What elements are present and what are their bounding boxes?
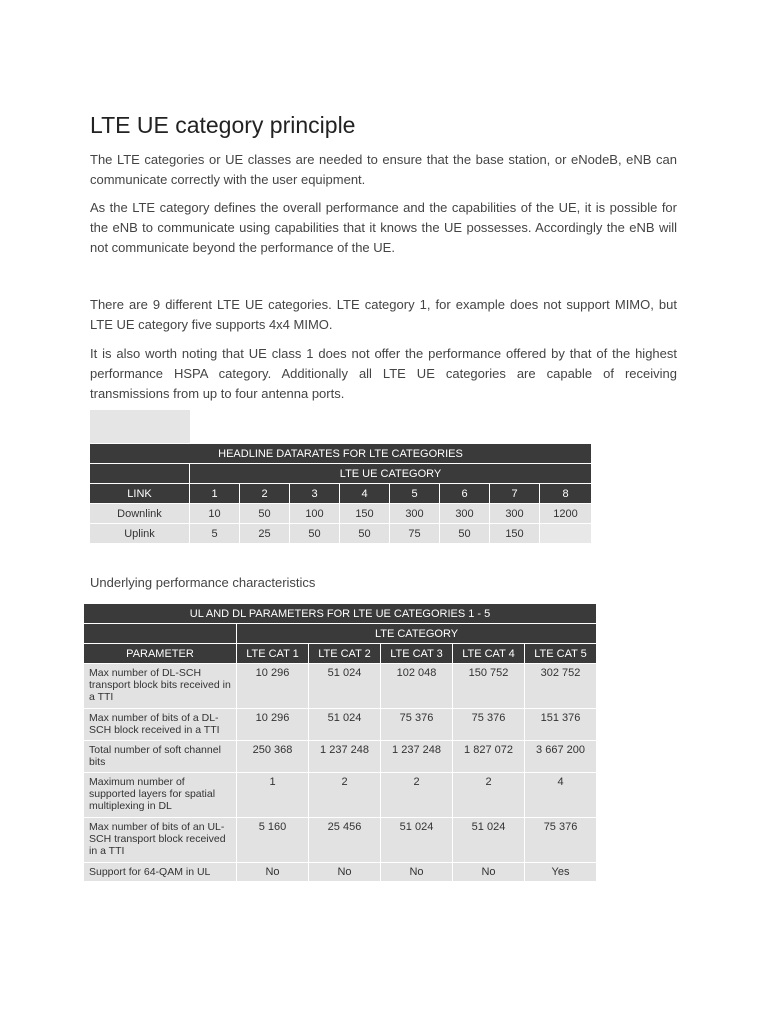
table-cell: 1	[237, 773, 309, 818]
table-cell: 150 752	[453, 664, 525, 709]
table-cell: Yes	[525, 863, 597, 882]
table-cell: 300	[490, 504, 540, 524]
table-cell: 10 296	[237, 664, 309, 709]
table-row	[84, 863, 597, 882]
page-title: LTE UE category principle	[90, 112, 356, 138]
table-row	[84, 709, 597, 741]
table-cell: 3 667 200	[525, 741, 597, 773]
table-cell: 250 368	[237, 741, 309, 773]
table-cell: 1 237 248	[309, 741, 381, 773]
category-header: 6	[440, 484, 490, 504]
table-cell: 10	[190, 504, 240, 524]
table-row	[84, 773, 597, 818]
table-cell: 25 456	[309, 818, 381, 863]
table-cell: 51 024	[453, 818, 525, 863]
category-header: 4	[340, 484, 390, 504]
category-header: 2	[240, 484, 290, 504]
parameter-cell: Max number of DL-SCH transport block bits received in a TTI	[84, 664, 237, 709]
parameter-cell: Max number of bits of an UL-SCH transport block received in a TTI	[84, 818, 237, 863]
table-row	[84, 741, 597, 773]
table-cell: 4	[525, 773, 597, 818]
row-label: Uplink	[90, 524, 190, 544]
table-title: UL AND DL PARAMETERS FOR LTE UE CATEGORIES 1 - 5	[84, 604, 597, 624]
table-cell: 300	[440, 504, 490, 524]
parameter-cell: Max number of bits of a DL-SCH block received in a TTI	[84, 709, 237, 741]
row-label: Downlink	[90, 504, 190, 524]
paragraph-hspa-note: It is also worth noting that UE class 1 does not offer the performance offered by that of the highest performance HSPA category. Additionally all LTE UE categories are capable of receiving transmissions from up to four antenna ports.	[90, 346, 677, 401]
table-cell: 50	[440, 524, 490, 544]
table-cell: 5 160	[237, 818, 309, 863]
category-header: LTE CAT 1	[237, 644, 309, 664]
table-cell: 25	[240, 524, 290, 544]
table-cell: 50	[340, 524, 390, 544]
table-cell: 5	[190, 524, 240, 544]
table-cell: 300	[390, 504, 440, 524]
category-header: 8	[540, 484, 592, 504]
table-cell: 51 024	[309, 709, 381, 741]
table-cell: 2	[309, 773, 381, 818]
parameter-header: PARAMETER	[84, 644, 237, 664]
table-cell: 150	[490, 524, 540, 544]
section-subheading: Underlying performance characteristics	[90, 575, 316, 590]
table-cell: 100	[290, 504, 340, 524]
table-cell: 50	[290, 524, 340, 544]
category-header: LTE CAT 2	[309, 644, 381, 664]
ul-dl-parameters-table	[83, 603, 597, 882]
table-row	[84, 818, 597, 863]
paragraph-capabilities: As the LTE category defines the overall performance and the capabilities of the UE, it is possible for the eNB to communicate using capabilities that it knows the UE possesses. Accordingly the eNB will not communicate beyond the performance of the UE.	[90, 200, 677, 255]
table-cell: 2	[381, 773, 453, 818]
table-cell: 75	[390, 524, 440, 544]
table-cell: 50	[240, 504, 290, 524]
table-group-header-row	[84, 624, 597, 644]
category-header: LTE CAT 5	[525, 644, 597, 664]
paragraph-categories-count: There are 9 different LTE UE categories. LTE category 1, for example does not support MIMO, but LTE UE category five supports 4x4 MIMO.	[90, 297, 677, 332]
link-header: LINK	[90, 484, 190, 504]
table-row	[84, 664, 597, 709]
table-header-row	[90, 484, 592, 504]
group-header: LTE UE CATEGORY	[190, 464, 592, 484]
group-header: LTE CATEGORY	[237, 624, 597, 644]
table-cell: No	[309, 863, 381, 882]
table-header-row	[84, 644, 597, 664]
parameter-cell: Support for 64-QAM in UL	[84, 863, 237, 882]
table-row	[90, 504, 592, 524]
placeholder-block	[90, 410, 190, 443]
paragraph-intro: The LTE categories or UE classes are needed to ensure that the base station, or eNodeB, eNB can communicate correctly with the user equipment.	[90, 152, 677, 187]
table-cell: 75 376	[381, 709, 453, 741]
table-cell: 10 296	[237, 709, 309, 741]
table-cell: 1 827 072	[453, 741, 525, 773]
headline-datarates-table	[89, 443, 592, 544]
table-cell: 51 024	[309, 664, 381, 709]
parameter-cell: Total number of soft channel bits	[84, 741, 237, 773]
table-cell	[540, 524, 592, 544]
table-cell: No	[381, 863, 453, 882]
empty-header-cell	[90, 464, 190, 484]
table-cell: 1 237 248	[381, 741, 453, 773]
table-cell: 1200	[540, 504, 592, 524]
table-cell: 2	[453, 773, 525, 818]
empty-header-cell	[84, 624, 237, 644]
table-cell: 51 024	[381, 818, 453, 863]
table-title-row	[90, 444, 592, 464]
table-title: HEADLINE DATARATES FOR LTE CATEGORIES	[90, 444, 592, 464]
table-cell: 151 376	[525, 709, 597, 741]
table-cell: No	[453, 863, 525, 882]
table-cell: 102 048	[381, 664, 453, 709]
table-row	[90, 524, 592, 544]
table-cell: 75 376	[525, 818, 597, 863]
category-header: 7	[490, 484, 540, 504]
category-header: 3	[290, 484, 340, 504]
table-title-row	[84, 604, 597, 624]
table-cell: No	[237, 863, 309, 882]
table-cell: 75 376	[453, 709, 525, 741]
table-group-header-row	[90, 464, 592, 484]
category-header: 1	[190, 484, 240, 504]
category-header: 5	[390, 484, 440, 504]
table-cell: 302 752	[525, 664, 597, 709]
parameter-cell: Maximum number of supported layers for spatial multiplexing in DL	[84, 773, 237, 818]
category-header: LTE CAT 4	[453, 644, 525, 664]
table-cell: 150	[340, 504, 390, 524]
category-header: LTE CAT 3	[381, 644, 453, 664]
